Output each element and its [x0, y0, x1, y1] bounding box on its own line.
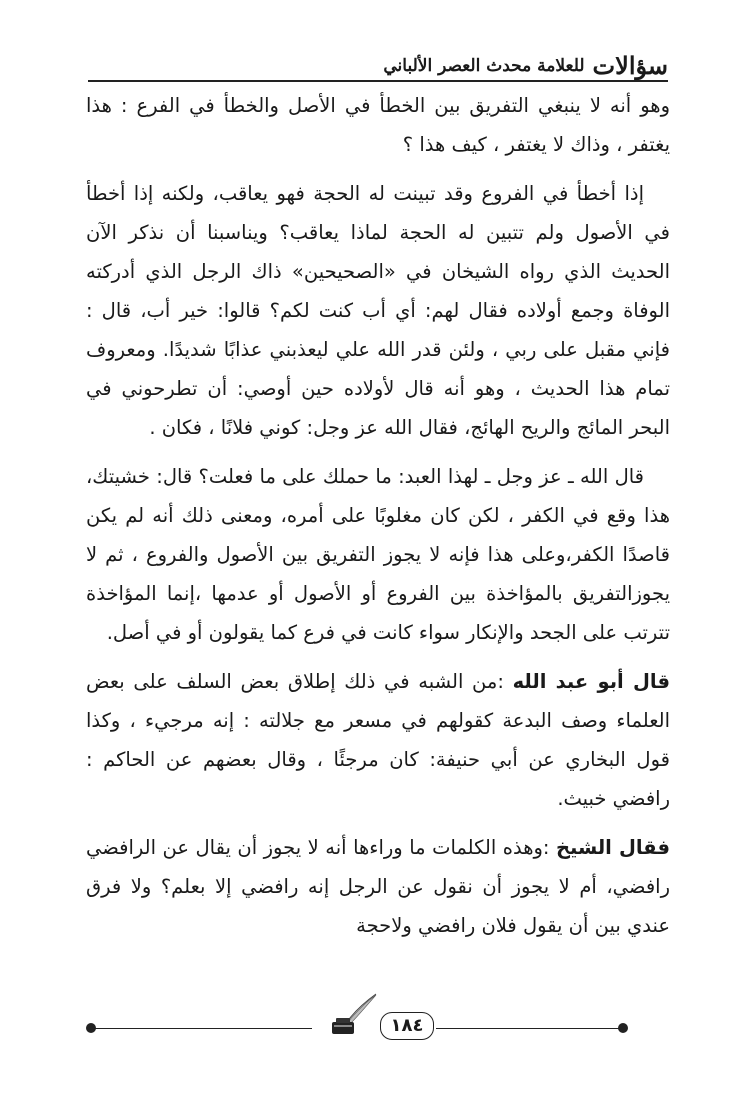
paragraph-4: [86, 662, 670, 818]
page-number: ١٨٤: [380, 1012, 434, 1040]
header-series-title: سؤالات: [592, 51, 668, 80]
paragraph-text: إذا أخطأ في الفروع وقد تبينت له الحجة فهو يعاقب، ولكنه إذا أخطأ في الأصول ولم تتبين له الحجة لماذا يعاقب؟ ويناسبنا أن نذكر الآن الحديث الذي رواه الشيخان في «الصحيحين» ذاك الرجل الذي أدركته الوفاة وجمع أولاده فقال لهم: أي أب كنت لكم؟ قالوا: خير أب، قال : فإني مقبل على ربي ، ولئن قدر الله علي ليعذبني عذابًا شديدًا. ومعروف تمام هذا الحديث ، وهو أنه قال لأولاده حين أوصي: أن تطرحوني في البحر المائج والريح الهائج، فقال الله عز وجل: كوني فلانًا ، فكان .: [86, 182, 670, 439]
paragraph-5: [86, 828, 670, 945]
page-body: [86, 86, 670, 945]
header-author: للعلامة محدث العصر الألباني: [383, 56, 585, 76]
paragraph-text: قال الله ـ عز وجل ـ لهذا العبد: ما حملك على ما فعلت؟ قال: خشيتك، هذا وقع في الكفر ، لكن كان مغلوبًا على أمره، ومعنى ذلك أنه لم يكن قاصدًا الكفر،وعلى هذا فإنه لا يجوز التفريق بين الأصول والفروع ، ثم لا يجوزالتفريق بالمؤاخذة بين الفروع أو الأصول أو عدمها ،إنما المؤاخذة تترتب على الجحد والإنكار سواء كانت في فرع كما يقولون أو في أصل.: [86, 465, 670, 644]
header-rule: [88, 80, 668, 82]
footer-dot-right: [618, 1023, 628, 1033]
footer-rule-right: [436, 1028, 622, 1029]
paragraph-text: وهو أنه لا ينبغي التفريق بين الخطأ في الأصل والخطأ في الفرع : هذا يغتفر ، وذاك لا يغتفر ، كيف هذا ؟: [86, 94, 670, 156]
paragraph-text: :وهذه الكلمات ما وراءها أنه لا يجوز أن يقال عن الرافضي رافضي، أم لا يجوز أن نقول عن الرجل إنه رافضي إلا بعلم؟ ولا فرق عندي بين أن يقول فلان رافضي ولاحجة: [86, 836, 670, 937]
running-header: [88, 28, 668, 78]
paragraph-2: [86, 174, 670, 447]
speaker-label: قال أبو عبد الله: [512, 670, 670, 693]
page-footer: [86, 1008, 628, 1048]
paragraph-3: [86, 457, 670, 652]
paragraph-1: [86, 86, 670, 164]
footer-rule-left: [92, 1028, 312, 1029]
inkwell-quill-icon: [318, 992, 378, 1036]
speaker-label: فقال الشيخ: [555, 836, 670, 859]
paragraph-text: :من الشبه في ذلك إطلاق بعض السلف على بعض العلماء وصف البدعة كقولهم في مسعر مع جلالته : إنه مرجيء ، وكذا قول البخاري عن أبي حنيفة: كان مرجئًا ، وقال بعضهم عن الحاكم : رافضي خبيث.: [86, 670, 670, 810]
